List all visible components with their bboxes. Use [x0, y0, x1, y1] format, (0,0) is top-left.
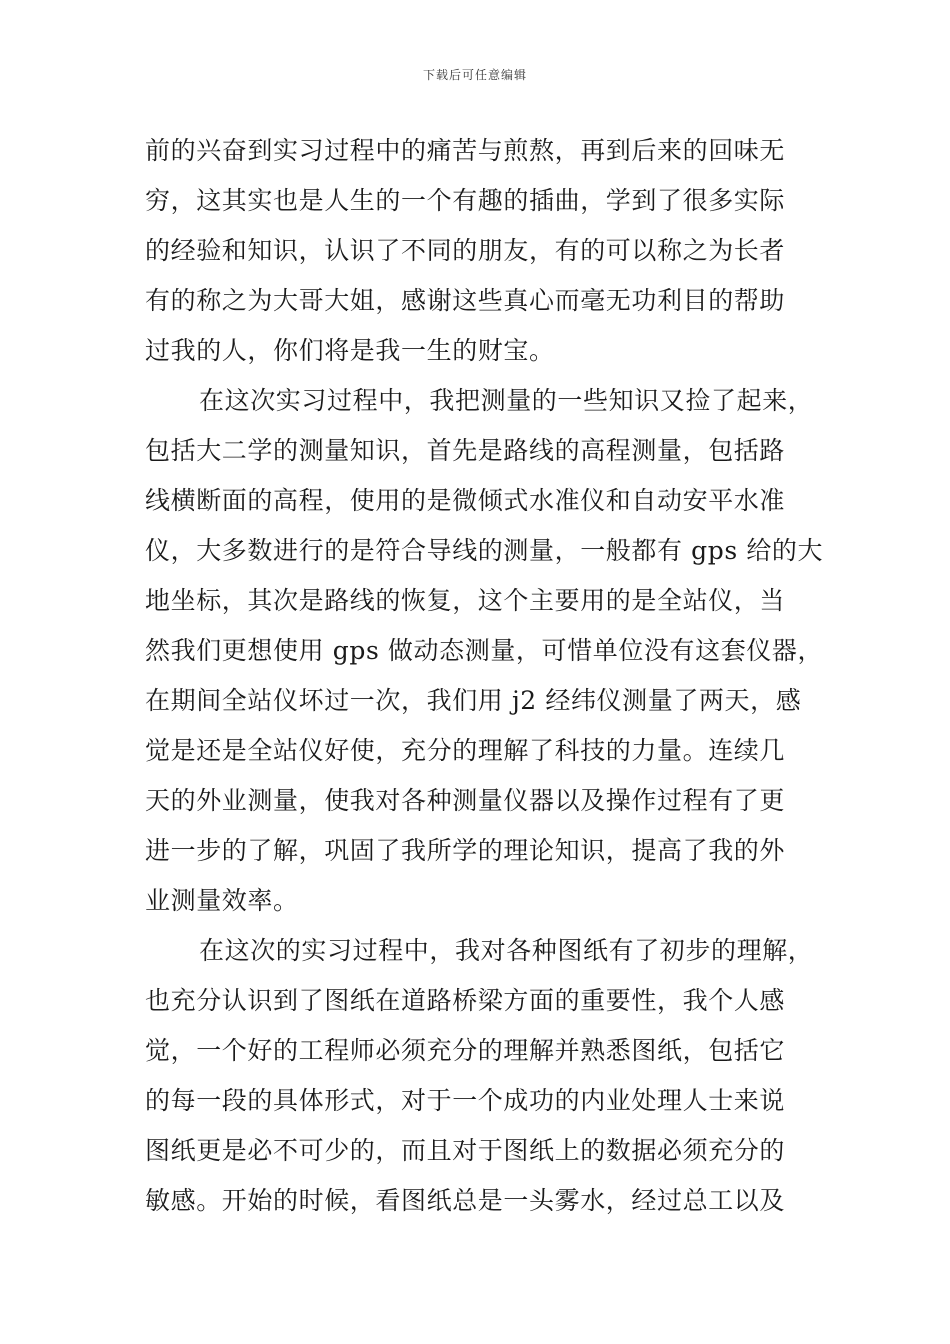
text-line: 有的称之为大哥大姐，感谢这些真心而毫无功利目的帮助 — [145, 286, 786, 315]
text-line: 觉是还是全站仪好使，充分的理解了科技的力量。连续几 — [145, 736, 786, 765]
text-line: 穷，这其实也是人生的一个有趣的插曲，学到了很多实际 — [145, 186, 786, 215]
text-line: 在这次实习过程中，我把测量的一些知识又捡了起来， — [199, 386, 814, 415]
text-line: 前的兴奋到实习过程中的痛苦与煎熬，再到后来的回味无 — [145, 136, 786, 165]
text-line: 图纸更是必不可少的，而且对于图纸上的数据必须充分的 — [145, 1136, 786, 1165]
text-line: 也充分认识到了图纸在道路桥梁方面的重要性，我个人感 — [145, 986, 786, 1015]
text-line: 觉，一个好的工程师必须充分的理解并熟悉图纸，包括它 — [145, 1036, 786, 1065]
text-line: 过我的人，你们将是我一生的财宝。 — [145, 336, 555, 365]
page-header: 下载后可任意编辑 — [422, 68, 527, 82]
text-line: 包括大二学的测量知识，首先是路线的高程测量，包括路 — [145, 436, 786, 465]
text-line: 的经验和知识，认识了不同的朋友，有的可以称之为长者 — [145, 236, 786, 265]
document-body — [145, 126, 825, 1226]
text-line: 的每一段的具体形式，对于一个成功的内业处理人士来说 — [145, 1086, 786, 1115]
paragraph-2 — [145, 376, 825, 926]
paragraph-3 — [145, 926, 825, 1226]
text-line: 进一步的了解，巩固了我所学的理论知识，提高了我的外 — [145, 836, 786, 865]
text-line: 敏感。开始的时候，看图纸总是一头雾水，经过总工以及 — [145, 1186, 786, 1215]
text-line: 在期间全站仪坏过一次，我们用 j2 经纬仪测量了两天，感 — [145, 686, 802, 715]
text-line: 业测量效率。 — [145, 886, 299, 915]
text-line: 然我们更想使用 gps 做动态测量，可惜单位没有这套仪器， — [145, 636, 824, 665]
text-line: 仪，大多数进行的是符合导线的测量，一般都有 gps 给的大 — [145, 536, 824, 565]
text-line: 地坐标，其次是路线的恢复，这个主要用的是全站仪，当 — [145, 586, 786, 615]
text-line: 在这次的实习过程中，我对各种图纸有了初步的理解， — [199, 936, 814, 965]
text-line: 线横断面的高程，使用的是微倾式水准仪和自动安平水准 — [145, 486, 786, 515]
text-line: 天的外业测量，使我对各种测量仪器以及操作过程有了更 — [145, 786, 786, 815]
paragraph-1 — [145, 126, 825, 376]
